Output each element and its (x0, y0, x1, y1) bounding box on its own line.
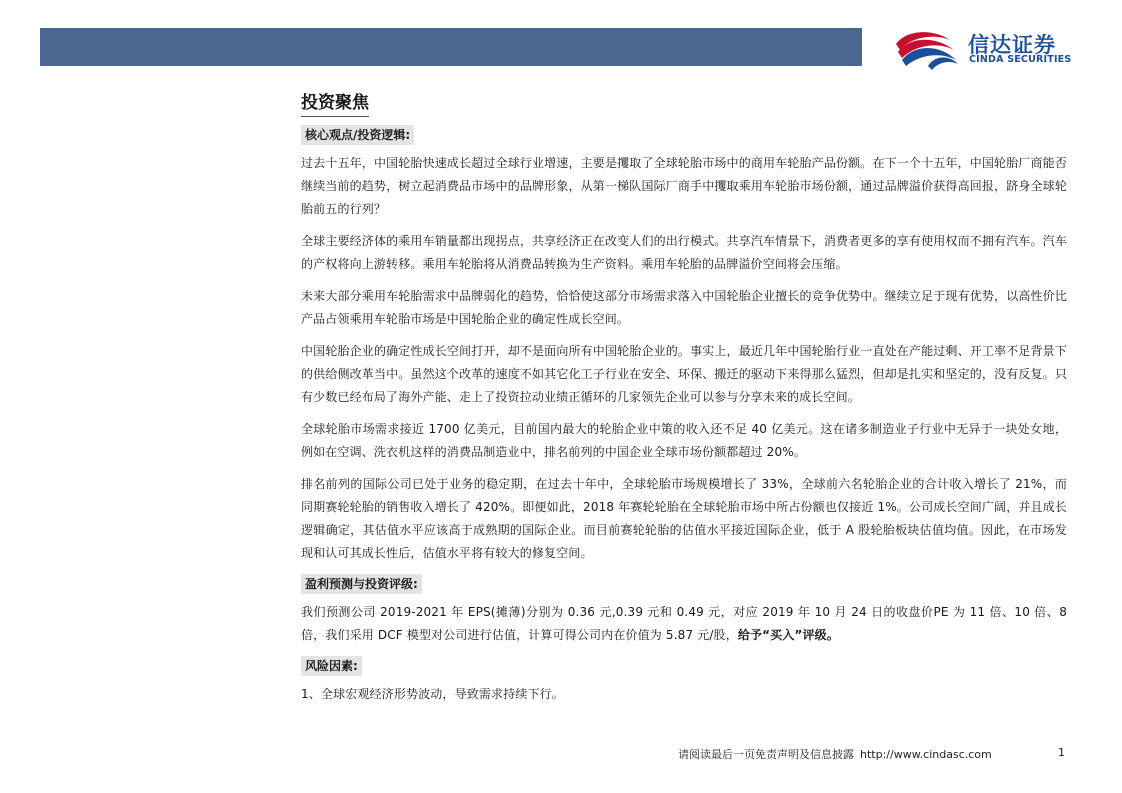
page-number: 1 (1058, 746, 1065, 759)
subhead-forecast: 盈利预测与投资评级: (301, 574, 422, 594)
forecast-text: 我们预测公司 2019-2021 年 EPS(摊薄)分别为 0.36 元,0.39 元和 0.49 元，对应 2019 年 10 月 24 日的收盘价PE 为 11 倍、10 倍、8 倍，我们采用 DCF 模型对公司进行估值，计算可得公司内在价值为 5.87 元/股， (301, 605, 1067, 642)
paragraph-2: 全球主要经济体的乘用车销量都出现拐点，共享经济正在改变人们的出行模式。共享汽车情景下，消费者更多的享有使用权而不拥有汽车。汽车的产权将向上游转移。乘用车轮胎将从消费品转换为生产资料。乘用车轮胎的品牌溢价空间将会压缩。 (301, 234, 1067, 271)
subhead-core-logic: 核心观点/投资逻辑: (301, 125, 414, 145)
paragraph-1: 过去十五年，中国轮胎快速成长超过全球行业增速，主要是攫取了全球轮胎市场中的商用车轮胎产品份额。在下一个十五年，中国轮胎厂商能否继续当前的趋势，树立起消费品市场中的品牌形象，从第一梯队国际厂商手中攫取乘用车轮胎市场份额，通过品牌溢价获得高回报，跻身全球轮胎前五的行列？ (301, 156, 1067, 216)
forecast-paragraph (301, 601, 1067, 647)
footer-url-link[interactable]: http://www.cindasc.com (860, 748, 992, 761)
header-bar (40, 28, 862, 66)
main-content (301, 88, 1067, 715)
footer (678, 746, 992, 762)
footer-disclaimer: 请阅读最后一页免责声明及信息披露 (678, 748, 854, 761)
logo-chinese-text: 信达证券 (968, 33, 1056, 57)
subhead-risk: 风险因素: (301, 656, 362, 676)
paragraph-6: 排名前列的国际公司已处于业务的稳定期，在过去十年中，全球轮胎市场规模增长了 33%，全球前六名轮胎企业的合计收入增长了 21%，而同期赛轮轮胎的销售收入增长了 420%。即便如此，2018 年赛轮轮胎在全球轮胎市场中所占份额也仅接近 1%。公司成长空间广阔，并且成长逻辑确定，其估值水平应该高于成熟期的国际企业。而目前赛轮轮胎的估值水平接近国际企业，低于 A 股轮胎板块估值均值。因此，在市场发现和认可其成长性后，估值水平将有较大的修复空间。 (301, 477, 1067, 560)
paragraph-4: 中国轮胎企业的确定性成长空间打开，却不是面向所有中国轮胎企业的。事实上，最近几年中国轮胎行业一直处在产能过剩、开工率不足背景下的供给侧改革当中。虽然这个改革的速度不如其它化工子行业在安全、环保、搬迁的驱动下来得那么猛烈，但却是扎实和坚定的，没有反复。只有少数已经布局了海外产能、走上了投资拉动业绩正循环的几家领先企业可以参与分享未来的成长空间。 (301, 344, 1067, 404)
rating-text: 给予“买入”评级。 (737, 628, 839, 642)
paragraph-5: 全球轮胎市场需求接近 1700 亿美元，目前国内最大的轮胎企业中策的收入还不足 40 亿美元。这在诸多制造业子行业中无异于一块处女地，例如在空调、洗衣机这样的消费品制造业中，排名前列的中国企业全球市场份额都超过 20%。 (301, 422, 1067, 459)
cinda-logo (892, 26, 1092, 70)
cinda-logo-icon (892, 26, 962, 70)
page-title: 投资聚焦 (301, 88, 369, 117)
risk-item-1: 1、全球宏观经济形势波动，导致需求持续下行。 (301, 687, 564, 701)
paragraph-3: 未来大部分乘用车轮胎需求中品牌弱化的趋势，恰恰使这部分市场需求落入中国轮胎企业擅长的竞争优势中。继续立足于现有优势，以高性价比产品占领乘用车轮胎市场是中国轮胎企业的确定性成长空间。 (301, 289, 1067, 326)
logo-english-text: CINDA SECURITIES (969, 54, 1072, 65)
